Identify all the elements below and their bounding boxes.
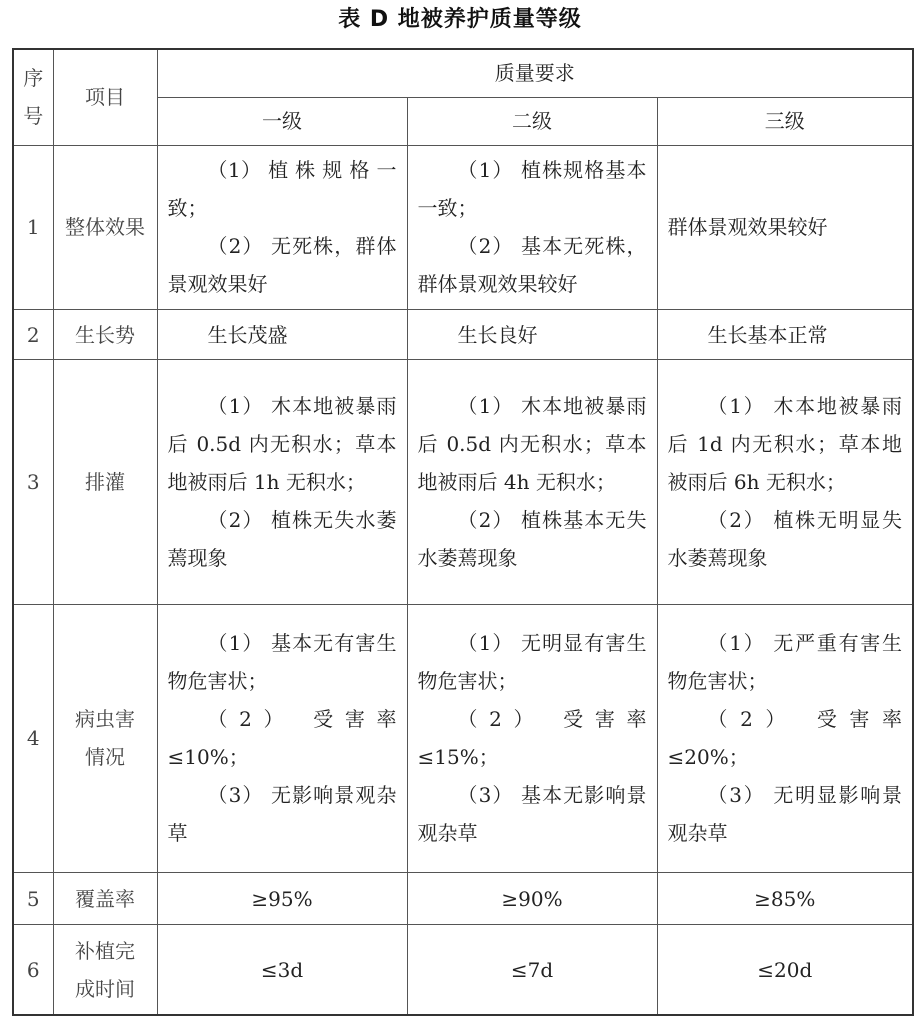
row-item: 整体效果: [53, 145, 157, 309]
index-header: [13, 49, 53, 145]
cell-line: （1） 无严重有害生物危害状；: [667, 631, 903, 694]
row-index: 6: [13, 925, 53, 1015]
header-row: [13, 49, 913, 97]
cell-line: （2） 植株基本无失水萎蔫现象: [417, 507, 647, 570]
cell-line: 生长良好: [457, 322, 538, 347]
table-row: [13, 360, 913, 605]
cell-line: （1） 植株规格基本一致；: [417, 158, 647, 221]
item-header: 项目: [53, 49, 157, 145]
cell-line: （2） 无死株，群体景观效果好: [167, 234, 397, 297]
quality-grade-table: [12, 48, 914, 1016]
level-2-cell: [407, 145, 657, 309]
row-item: 排灌: [53, 360, 157, 605]
level-3-cell: ≥85%: [657, 873, 913, 925]
level-3-cell: [657, 310, 913, 360]
level-2-header: 二级: [407, 97, 657, 145]
table-row: [13, 925, 913, 1015]
cell-line: 生长基本正常: [707, 322, 828, 347]
cell-line: （3） 无影响景观杂草: [167, 783, 397, 846]
cell-line: （1） 植 株 规 格 一致；: [167, 158, 397, 221]
row-item: 覆盖率: [53, 873, 157, 925]
cell-line: （1） 基本无有害生物危害状；: [167, 631, 397, 694]
cell-line: （1） 木本地被暴雨后 0.5d 内无积水；草本地被雨后 4h 无积水；: [417, 393, 647, 494]
level-2-cell: [407, 360, 657, 605]
level-1-cell: [157, 604, 407, 873]
table-row: [13, 604, 913, 873]
cell-line: （3） 无明显影响景观杂草: [667, 783, 903, 846]
quality-header: 质量要求: [157, 49, 913, 97]
level-3-cell: ≤20d: [657, 925, 913, 1015]
row-item: 病虫害情况: [53, 604, 157, 873]
row-index: 3: [13, 360, 53, 605]
level-2-cell: [407, 604, 657, 873]
level-2-cell: ≥90%: [407, 873, 657, 925]
cell-line: 生长茂盛: [207, 322, 288, 347]
table-row: [13, 310, 913, 360]
level-3-header: 三级: [657, 97, 913, 145]
level-1-cell: [157, 145, 407, 309]
row-item: 生长势: [53, 310, 157, 360]
level-2-cell: ≤7d: [407, 925, 657, 1015]
cell-line: （3） 基本无影响景观杂草: [417, 783, 647, 846]
cell-line: （1） 木本地被暴雨后 0.5d 内无积水；草本地被雨后 1h 无积水；: [167, 393, 397, 494]
index-header-line-1: 序: [23, 66, 44, 91]
row-index: 4: [13, 604, 53, 873]
table-row: [13, 873, 913, 925]
row-index: 1: [13, 145, 53, 309]
level-1-header: 一级: [157, 97, 407, 145]
row-index: 5: [13, 873, 53, 925]
cell-line: （2） 基本无死株，群体景观效果较好: [417, 234, 647, 297]
level-1-cell: ≥95%: [157, 873, 407, 925]
level-1-cell: [157, 310, 407, 360]
level-1-cell: ≤3d: [157, 925, 407, 1015]
cell-line: （1） 木本地被暴雨后 1d 内无积水；草本地被雨后 6h 无积水；: [667, 393, 903, 494]
cell-line: （2） 植株无明显失水萎蔫现象: [667, 507, 903, 570]
row-item: 补植完成时间: [53, 925, 157, 1015]
cell-line: （2） 受害率≤10%；: [167, 707, 397, 770]
level-3-cell: [657, 360, 913, 605]
level-3-cell: [657, 604, 913, 873]
level-1-cell: [157, 360, 407, 605]
table-title: 表 D 地被养护质量等级: [338, 7, 582, 32]
cell-line: （2） 受害率≤15%；: [417, 707, 647, 770]
cell-line: （2） 植株无失水萎蔫现象: [167, 507, 397, 570]
cell-line: 群体景观效果较好: [667, 215, 828, 240]
row-index: 2: [13, 310, 53, 360]
index-header-line-2: 号: [23, 104, 44, 129]
level-3-cell: [657, 145, 913, 309]
level-2-cell: [407, 310, 657, 360]
table-row: [13, 145, 913, 309]
cell-line: （2） 受害率≤20%；: [667, 707, 903, 770]
cell-line: （1） 无明显有害生物危害状；: [417, 631, 647, 694]
